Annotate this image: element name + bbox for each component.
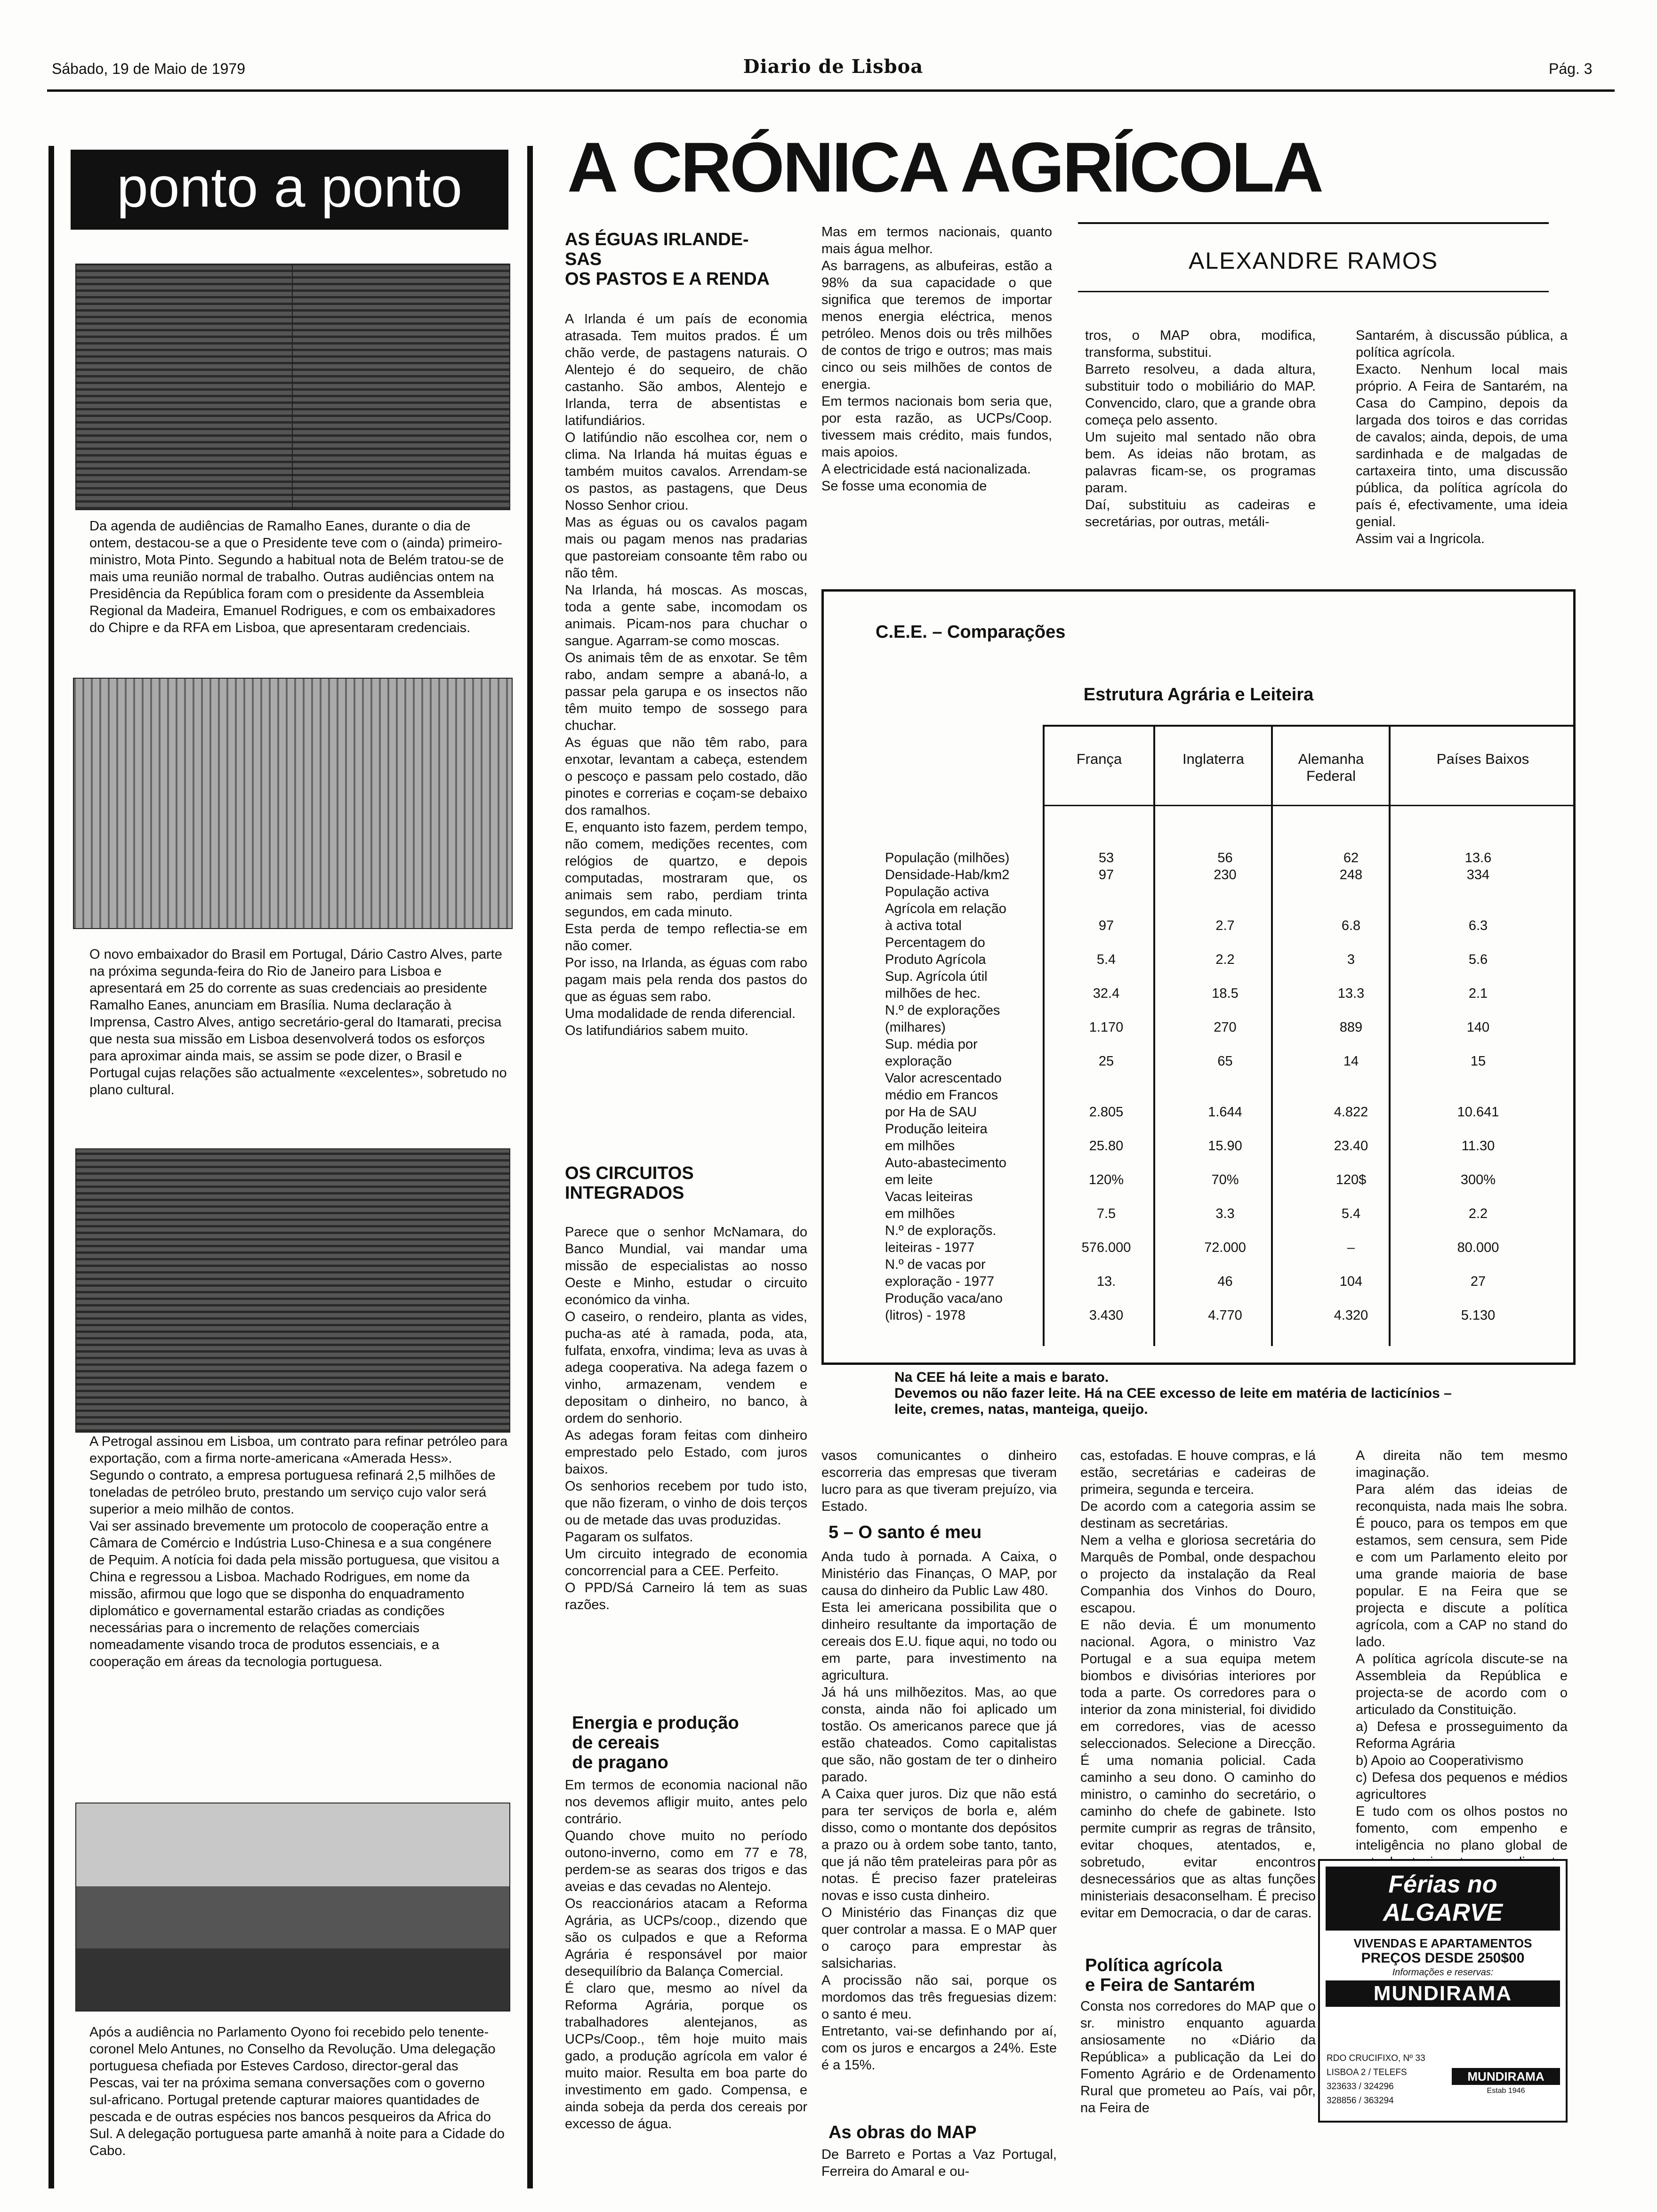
section-body-santo: Anda tudo à pornada. A Caixa, o Ministério das Finanças, O MAP, por causa do dinheiro da Public Law 480. Esta lei americana possibilita que o dinheiro resultante da importação de cereais dos E.U. fique aqui, no todo ou em parte, para investimento na agricultura. Já há uns milhõezitos. Mas, ao que consta, ainda não foi aplicado um tostão. Os americanos parece que já estão chateados. Como capitalistas que são, não gostam de ter o dinheiro parado. A Caixa quer juros. Diz que não está para ter serviços de borla e, além disso, como o montante dos depósitos a prazo ou à ordem sobe tanto, tanto, que já não têm prateleiras para pôr as notas. É preciso fazer prateleiras novas e isso custa dinheiro. O Ministério das Finanças diz que quer controlar a massa. E o MAP quer o caroço para emprestar às salsicharias. A procissão não sai, porque os mordomos das três freguesias dizem: o santo é meu. Entretanto, vai-se definhando por aí, com os juros e encargos a 24%. Este é a 15%. <box>821 1549 1057 2073</box>
news-item-pescas: Após a audiência no Parlamento Oyono foi recebido pelo tenente-coronel Melo Antunes, no Conselho da Revolução. Uma delegação portuguesa chefiada por Esteves Cardoso, director-geral das Pescas, vai ter na próxima semana conversações com o governo sul-africano. Portugal pretende capturar maiores quantidades de pescada e de outras espécies nos bancos pesqueiros da Africa do Sul. A delegação portuguesa parte amanhã à noite para a Cidade do Cabo. <box>89 2025 505 2158</box>
cee-row <box>880 1290 1542 1324</box>
cee-cell-value: 5.4 <box>1341 1206 1361 1221</box>
cee-cell-value: 2.7 <box>1215 918 1235 933</box>
cee-table-subtitle: Estrutura Agrária e Leiteira <box>1083 685 1314 705</box>
article-title: A CRÓNICA AGRÍCOLA <box>567 128 1322 207</box>
cee-cell-value: 18.5 <box>1212 986 1239 1001</box>
header-rule <box>47 89 1615 92</box>
section-heading-santo: 5 – O santo é meu <box>828 1523 982 1542</box>
cee-cell-value: 1.644 <box>1208 1105 1242 1120</box>
cee-row-label: Auto-abastecimento em leite <box>885 1155 1006 1187</box>
cee-table-header-rule <box>1043 725 1576 727</box>
cee-row-label: População (milhões) <box>885 850 1010 866</box>
cee-cell-value: 13.6 <box>1464 850 1492 866</box>
cee-row-label: N.º de vacas por exploração - 1977 <box>885 1257 995 1289</box>
cee-cell-value: 7.5 <box>1096 1206 1116 1221</box>
cee-data-table <box>880 850 1542 1324</box>
cee-row <box>880 968 1542 1002</box>
ad-brand: MUNDIRAMA <box>1326 1980 1560 2007</box>
photo-refinery <box>75 1148 510 1433</box>
section-body-energia: Em termos de economia nacional não nos devemos afligir muito, antes pelo contrário. Quando chove muito no período outono-inverno, como em 77 e 78, perdem-se as searas dos trigos e das aveias e das cevadas no Alentejo. Os reaccionários atacam a Reforma Agrária, as UCPs/coop., dizendo que são os culpados e que a Reforma Agrária é responsável por maior desequilíbrio da Balança Comercial. É claro que, mesmo ao nível da Reforma Agrária, porque os trabalhadores alentejanos, as UCPs/Coop., têm hoje muito mais gado, a produção agrícola em valor é muito maior. Resulta em boa parte do investimento em gado. Compensa, e ainda sobeja da perda dos cereais por excesso de água. <box>565 1778 807 2132</box>
ad-line-vivendas: VIVENDAS E APARTAMENTOS <box>1353 1936 1532 1950</box>
cee-cell-value: 13. <box>1096 1274 1116 1289</box>
left-column-border-right <box>527 146 533 2188</box>
cee-cell-value: 97 <box>1098 867 1114 882</box>
column-3-upper: tros, o MAP obra, modifica, transforma, substitui. Barreto resolveu, a dada altura, substituir todo o mobiliário do MAP. Convencido, claro, que a grande obra começa pelo assento. Um sujeito mal sentado não obra bem. As ideias não brotam, as palavras ficam-se, os programas param. Daí, substituiu as cadeiras e secretárias, por outras, metáli- <box>1085 328 1316 529</box>
cee-col-header-franca: França <box>1076 751 1122 767</box>
cee-cell-value: 2.2 <box>1468 1206 1488 1221</box>
cee-row-label: Vacas leiteiras em milhões <box>885 1189 973 1221</box>
ad-line-precos: PREÇOS DESDE 250$00 <box>1361 1950 1525 1966</box>
cee-row <box>880 934 1542 968</box>
column-4-lower: A direita não tem mesmo imaginação. Para além das ideias de reconquista, nada mais lhe sobra. É pouco, para os tempos em que estamos, sem censura, sem Pide e com um Parlamento eleito por uma grande maioria de base popular. E na Feira que se projecta e discute a política agrícola, com a CAP no stand do lado. A política agrícola discute-se na Assembleia da República e projecta-se de acordo com o articulado da Constituição. a) Defesa e prosseguimento da Reforma Agrária b) Apoio ao Cooperativismo c) Defesa dos pequenos e médios agricultores E tudo com os olhos postos no fomento, com empenho e inteligência no plano global de <box>1356 1448 1568 1853</box>
cee-cell-value: 10.641 <box>1457 1105 1499 1120</box>
cee-row <box>880 1070 1542 1121</box>
section-heading-circuitos: OS CIRCUITOS INTEGRADOS <box>565 1163 694 1203</box>
cee-row-label: População activa Agrícola em relação à activa total <box>885 884 1006 933</box>
cee-cell-value: 1.170 <box>1089 1020 1124 1035</box>
cee-cell-value: 2.1 <box>1468 986 1488 1001</box>
cee-cell-value: 6.8 <box>1341 918 1361 933</box>
cee-cell-value: 3.430 <box>1089 1308 1124 1323</box>
cee-cell-value: 5.4 <box>1096 952 1116 967</box>
cee-cell-value: 576.000 <box>1081 1240 1131 1255</box>
cee-cell-value: 56 <box>1217 850 1233 866</box>
cee-cell-value: 15.90 <box>1208 1138 1242 1154</box>
ad-line-info: Informações e reservas: <box>1392 1967 1494 1978</box>
cee-cell-value: 27 <box>1470 1274 1486 1289</box>
cee-cell-value: 14 <box>1343 1054 1359 1069</box>
cee-cell-value: 80.000 <box>1457 1240 1499 1255</box>
cee-cell-value: 3 <box>1347 952 1355 967</box>
cee-cell-value: 4.770 <box>1208 1308 1242 1323</box>
section-heading-feira: Política agrícola e Feira de Santarém <box>1085 1956 1255 1995</box>
photo-eanes <box>75 264 294 510</box>
ad-headline: Férias no ALGARVE <box>1326 1867 1560 1931</box>
cee-cell-value: 120$ <box>1335 1172 1367 1187</box>
cee-col-header-paises-baixos: Países Baixos <box>1436 751 1529 767</box>
section-body-eguas: A Irlanda é um país de economia atrasada. Tem muitos prados. É um chão verde, de pastagens naturais. O Alentejo é do sequeiro, de chão castanho. São ambos, Alentejo e Irlanda, terra de absentistas e latifundiários. O latifúndio não escolhea cor, nem o clima. Na Irlanda há muitas éguas e também muitos cavalos. Arrendam-se os pastos, as pastagens, que Deus Nosso Senhor criou. Mas as éguas ou os cavalos pagam mais ou pagam menos nas pradarias que pastoreiam consoante têm rabo ou não têm. Na Irlanda, há moscas. As moscas, toda a gente sabe, incomodam os animais. Picam-nos para chuchar o sangue. Agarram-se como moscas. Os animais têm de as enxotar. Se têm rabo, andam sempre a abaná-lo, a passar pela garupa e os insectos não têm muito tempo de sossego para chuchar. As éguas que não têm rabo, para enxotar, levantam a cabeça, estendem o pescoço e passam pelo costado, dão pinotes e correrias e coçam-se debaixo dos ramalhos. E, enquanto isto fazem, perdem tempo, não comem, medições recentes, com relógios de quartzo, e depois computadas, mostraram que, os animais sem rabo, perdiam trinta segundos, em cada minuto. Esta perda de tempo reflectia-se em não comer. Por isso, na Irlanda, as éguas com rabo pagam mais pela renda dos pastos do que as éguas sem rabo. Uma modalidade de renda diferencial. Os latifundiários sabem muito. <box>565 312 807 1038</box>
photo-brasilia <box>73 678 513 929</box>
cee-row-label: Densidade-Hab/km2 <box>885 867 1010 882</box>
issue-date: Sábado, 19 de Maio de 1979 <box>52 60 245 77</box>
column-2-upper: Mas em termos nacionais, quanto mais água melhor. As barragens, as albufeiras, estão a 98% da sua capacidade o que significa que teremos de importar menos energia eléctrica, menos petróleo. Menos dois ou três milhões de contos de trigo e outros; mas mais cinco ou seis milhões de contos de energia. Em termos nacionais bom seria que, por esta razão, as UCPs/Coop. tivessem mais crédito, mais fundos, mais apoios. A electricidade está nacionalizada. Se fosse uma economia de <box>821 224 1052 494</box>
cee-row-label: N.º de explorações (milhares) <box>885 1003 1000 1035</box>
author-name: ALEXANDRE RAMOS <box>1188 248 1439 274</box>
author-rule-top <box>1078 222 1549 224</box>
cee-row <box>880 1256 1542 1290</box>
cee-cell-value: 25.80 <box>1089 1138 1124 1154</box>
cee-cell-value: 53 <box>1098 850 1114 866</box>
ad-established: Estab 1946 <box>1487 2087 1525 2095</box>
photo-mota-pinto <box>292 264 510 510</box>
cee-row-label: Produção leiteira em milhões <box>885 1122 988 1154</box>
section-body-feira: Consta nos corredores do MAP que o sr. ministro enquanto aguarda ansiosamente no «Diário da República» a publicação da Lei do Fomento Agrário e de Ordenamento Rural que prometeu ao País, vai pôr, na Feira de <box>1080 1999 1316 2116</box>
cee-row <box>880 1188 1542 1222</box>
ad-brand-small: MUNDIRAMA <box>1452 2068 1560 2085</box>
ad-address: RDO CRUCIFIXO, Nº 33 LISBOA 2 / TELEFS 323633 / 324296 328856 / 363294 <box>1327 2053 1425 2106</box>
cee-cell-value: 230 <box>1214 867 1237 882</box>
cee-row-label: Percentagem do Produto Agrícola <box>885 935 986 967</box>
cee-row <box>880 883 1542 934</box>
cee-row <box>880 1121 1542 1154</box>
cee-column-header-rule <box>1043 805 1576 806</box>
news-item-petrogal: A Petrogal assinou em Lisboa, um contrato para refinar petróleo para exportação, com a firma norte-americana «Amerada Hess». Segundo o contrato, a empresa portuguesa refinará 2,5 milhões de toneladas de petróleo bruto, prestando um serviço cujo valor será superior a meio milhão de contos. Vai ser assinado brevemente um protocolo de cooperação entre a Câmara de Comércio e Indústria Luso-Chinesa e a sua congénere de Pequim. A notícia foi dada pela missão portuguesa, que visitou a China e regressou a Lisboa. Machado Rodrigues, em nome da missão, afirmou que logo que se disponha do enquadramento diplomático e governamental estarão criadas as condições necessárias para o incremento de relações comerciais nomeadamente visando troca de produtos essenciais, e a cooperação em áreas da tecnologia portuguesa. <box>89 1434 508 1669</box>
cee-cell-value: 23.40 <box>1334 1138 1368 1154</box>
cee-row-label: N.º de exploraçõs. leiteiras - 1977 <box>885 1223 997 1255</box>
cee-row-label: Sup. média por exploração <box>885 1037 978 1069</box>
cee-cell-value: 32.4 <box>1093 986 1120 1001</box>
cee-row-label: Valor acrescentado médio em Francos por Ha de SAU <box>885 1071 1002 1120</box>
photo-fishing-boats <box>75 1803 510 2012</box>
cee-cell-value: 65 <box>1217 1054 1233 1069</box>
cee-cell-value: 889 <box>1339 1020 1363 1035</box>
section-heading-eguas: AS ÉGUAS IRLANDE- SAS OS PASTOS E A RENDA <box>565 230 770 289</box>
cee-cell-value: 15 <box>1470 1054 1486 1069</box>
cee-cell-value: – <box>1347 1240 1355 1255</box>
ad-ferias-algarve <box>1318 1859 1568 2123</box>
page-number: Pág. 3 <box>1549 60 1593 77</box>
cee-row <box>880 1036 1542 1070</box>
cee-row <box>880 1154 1542 1188</box>
cee-cell-value: 140 <box>1466 1020 1490 1035</box>
cee-cell-value: 70% <box>1211 1172 1239 1187</box>
cee-cell-value: 248 <box>1339 867 1363 882</box>
cee-table-caption: Na CEE há leite a mais e barato. Devemos ou não fazer leite. Há na CEE excesso de leite em matéria de lacticínios – leite, cremes, natas, manteiga, queijo. <box>894 1370 1452 1417</box>
cee-cell-value: 62 <box>1343 850 1359 866</box>
cee-cell-value: 13.3 <box>1337 986 1365 1001</box>
cee-row <box>880 866 1542 883</box>
cee-cell-value: 6.3 <box>1468 918 1488 933</box>
author-rule-bottom <box>1078 291 1549 292</box>
cee-cell-value: 334 <box>1466 867 1490 882</box>
cee-col-header-inglaterra: Inglaterra <box>1182 751 1244 767</box>
column-2-lower-intro: vasos comunicantes o dinheiro escorreria das empresas que tiveram lucro para as que tiveram prejuízo, via Estado. <box>821 1448 1057 1514</box>
section-heading-obras: As obras do MAP <box>828 2123 977 2142</box>
cee-cell-value: 4.822 <box>1334 1105 1368 1120</box>
cee-table-title: C.E.E. – Comparações <box>876 622 1066 642</box>
news-item-embaixador: O novo embaixador do Brasil em Portugal, Dário Castro Alves, parte na próxima segunda-feira do Rio de Janeiro para Lisboa e apresentará em 25 do corrente as suas credenciais ao presidente Ramalho Eanes, anunciam em Brasília. Numa declaração à Imprensa, Castro Alves, antigo secretário-geral do Itamarati, precisa que nesta sua missão em Lisboa desenvolverá todos os esforços para aproximar ainda mais, se assim se pode dizer, o Brasil e Portugal cujas relações são actualmente «excelentes», sobretudo no plano cultural. <box>89 947 507 1098</box>
cee-cell-value: 72.000 <box>1204 1240 1246 1255</box>
cee-row <box>880 1222 1542 1256</box>
cee-col-header-alemanha: Alemanha Federal <box>1298 751 1364 784</box>
section-body-circuitos: Parece que o senhor McNamara, do Banco Mundial, vai mandar uma missão de especialistas ao nosso Oeste e Minho, estudar o circuito económico da vinha. O caseiro, o rendeiro, planta as vides, pucha-as até à ramada, poda, ata, fulfata, enxofra, vindima; leva as uvas à adega cooperativa. Na adega fazem o vinho, armazenam, vendem e depositam o dinheiro, no banco, à ordem do senhorio. As adegas foram feitas com dinheiro emprestado pelo Estado, com juros baixos. Os senhorios recebem por tudo isto, que não fizeram, o vinho de dois terços ou de metade das uvas produzidas. Pagaram os sulfatos. Um circuito integrado de economia concorrencial para a CEE. Perfeito. O PPD/Sá Carneiro lá tem as suas razões. <box>565 1225 807 1612</box>
cee-cell-value: 46 <box>1217 1274 1233 1289</box>
cee-cell-value: 300% <box>1460 1172 1496 1187</box>
cee-cell-value: 25 <box>1098 1054 1114 1069</box>
cee-cell-value: 5.130 <box>1461 1308 1496 1323</box>
cee-row <box>880 1002 1542 1036</box>
cee-row-label: Produção vaca/ano (litros) - 1978 <box>885 1291 1003 1323</box>
cee-cell-value: 2.2 <box>1215 952 1235 967</box>
ponto-a-ponto-banner: ponto a ponto <box>71 150 508 230</box>
cee-cell-value: 3.3 <box>1215 1206 1235 1221</box>
cee-cell-value: 270 <box>1214 1020 1237 1035</box>
cee-row <box>880 850 1542 866</box>
cee-cell-value: 4.320 <box>1334 1308 1368 1323</box>
masthead: Diario de Lisboa <box>743 56 924 78</box>
cee-row-label: Sup. Agrícola útil milhões de hec. <box>885 969 988 1001</box>
cee-cell-value: 97 <box>1098 918 1114 933</box>
cee-cell-value: 5.6 <box>1468 952 1488 967</box>
cee-cell-value: 120% <box>1088 1172 1124 1187</box>
section-body-obras: De Barreto e Portas a Vaz Portugal, Ferreira do Amaral e ou- <box>821 2147 1057 2179</box>
cee-cell-value: 104 <box>1339 1274 1363 1289</box>
cee-cell-value: 2.805 <box>1089 1105 1124 1120</box>
column-3-lower: cas, estofadas. E houve compras, e lá estão, secretárias e cadeiras de primeira, segunda e terceira. De acordo com a categoria assim se destinam as secretárias. Nem a velha e gloriosa secretária do Marquês de Pombal, onde despachou o projecto da instalação da Real Companhia dos Vinhos do Douro, escapou. E não devia. É um monumento nacional. Agora, o ministro Vaz Portugal e a sua equipa metem biombos e divisórias interiores por toda a parte. Os corredores para o interior da zona ministerial, foi dividido em corredores, vias de acesso seleccionados. Selecione a Direcção. É uma nomania policial. Cada caminho a seu dono. O caminho do ministro, o caminho do secretário, o caminho do chefe de gabinete. Isto permite cumprir as regras de trânsito, evitar choques, atentados, e, sobretudo, evitar encontros desnecessários que as altas funções ministeriais desaconselham. É preciso evitar em Democracia, o dar de caras. <box>1080 1448 1316 1921</box>
left-column-border <box>48 146 54 2188</box>
cee-cell-value: 11.30 <box>1461 1138 1495 1154</box>
column-4-upper: Santarém, à discussão pública, a política agrícola. Exacto. Nenhum local mais próprio. A Feira de Santarém, na Casa do Campino, depois da largada dos toiros e das corridas de cavalos; ainda, depois, de uma sardinhada e de malgadas de cartaxeira tinto, uma discussão pública, da política agrícola do país é, efectivamente, uma ideia genial. Assim vai a Ingricola. <box>1356 328 1568 546</box>
news-item-audiencias: Da agenda de audiências de Ramalho Eanes, durante o dia de ontem, destacou-se a que o Presidente teve com o (ainda) primeiro-ministro, Mota Pinto. Segundo a habitual nota de Belém tratou-se de mais uma reunião normal de trabalho. Outras audiências ontem na Presidência da República foram com o presidente da Assembleia Regional da Madeira, Emanuel Rodrigues, e com os embaixadores do Chipre e da RFA em Lisboa, que apresentaram credenciais. <box>89 519 504 635</box>
section-heading-energia: Energia e produção de cereais de pragano <box>572 1713 739 1772</box>
